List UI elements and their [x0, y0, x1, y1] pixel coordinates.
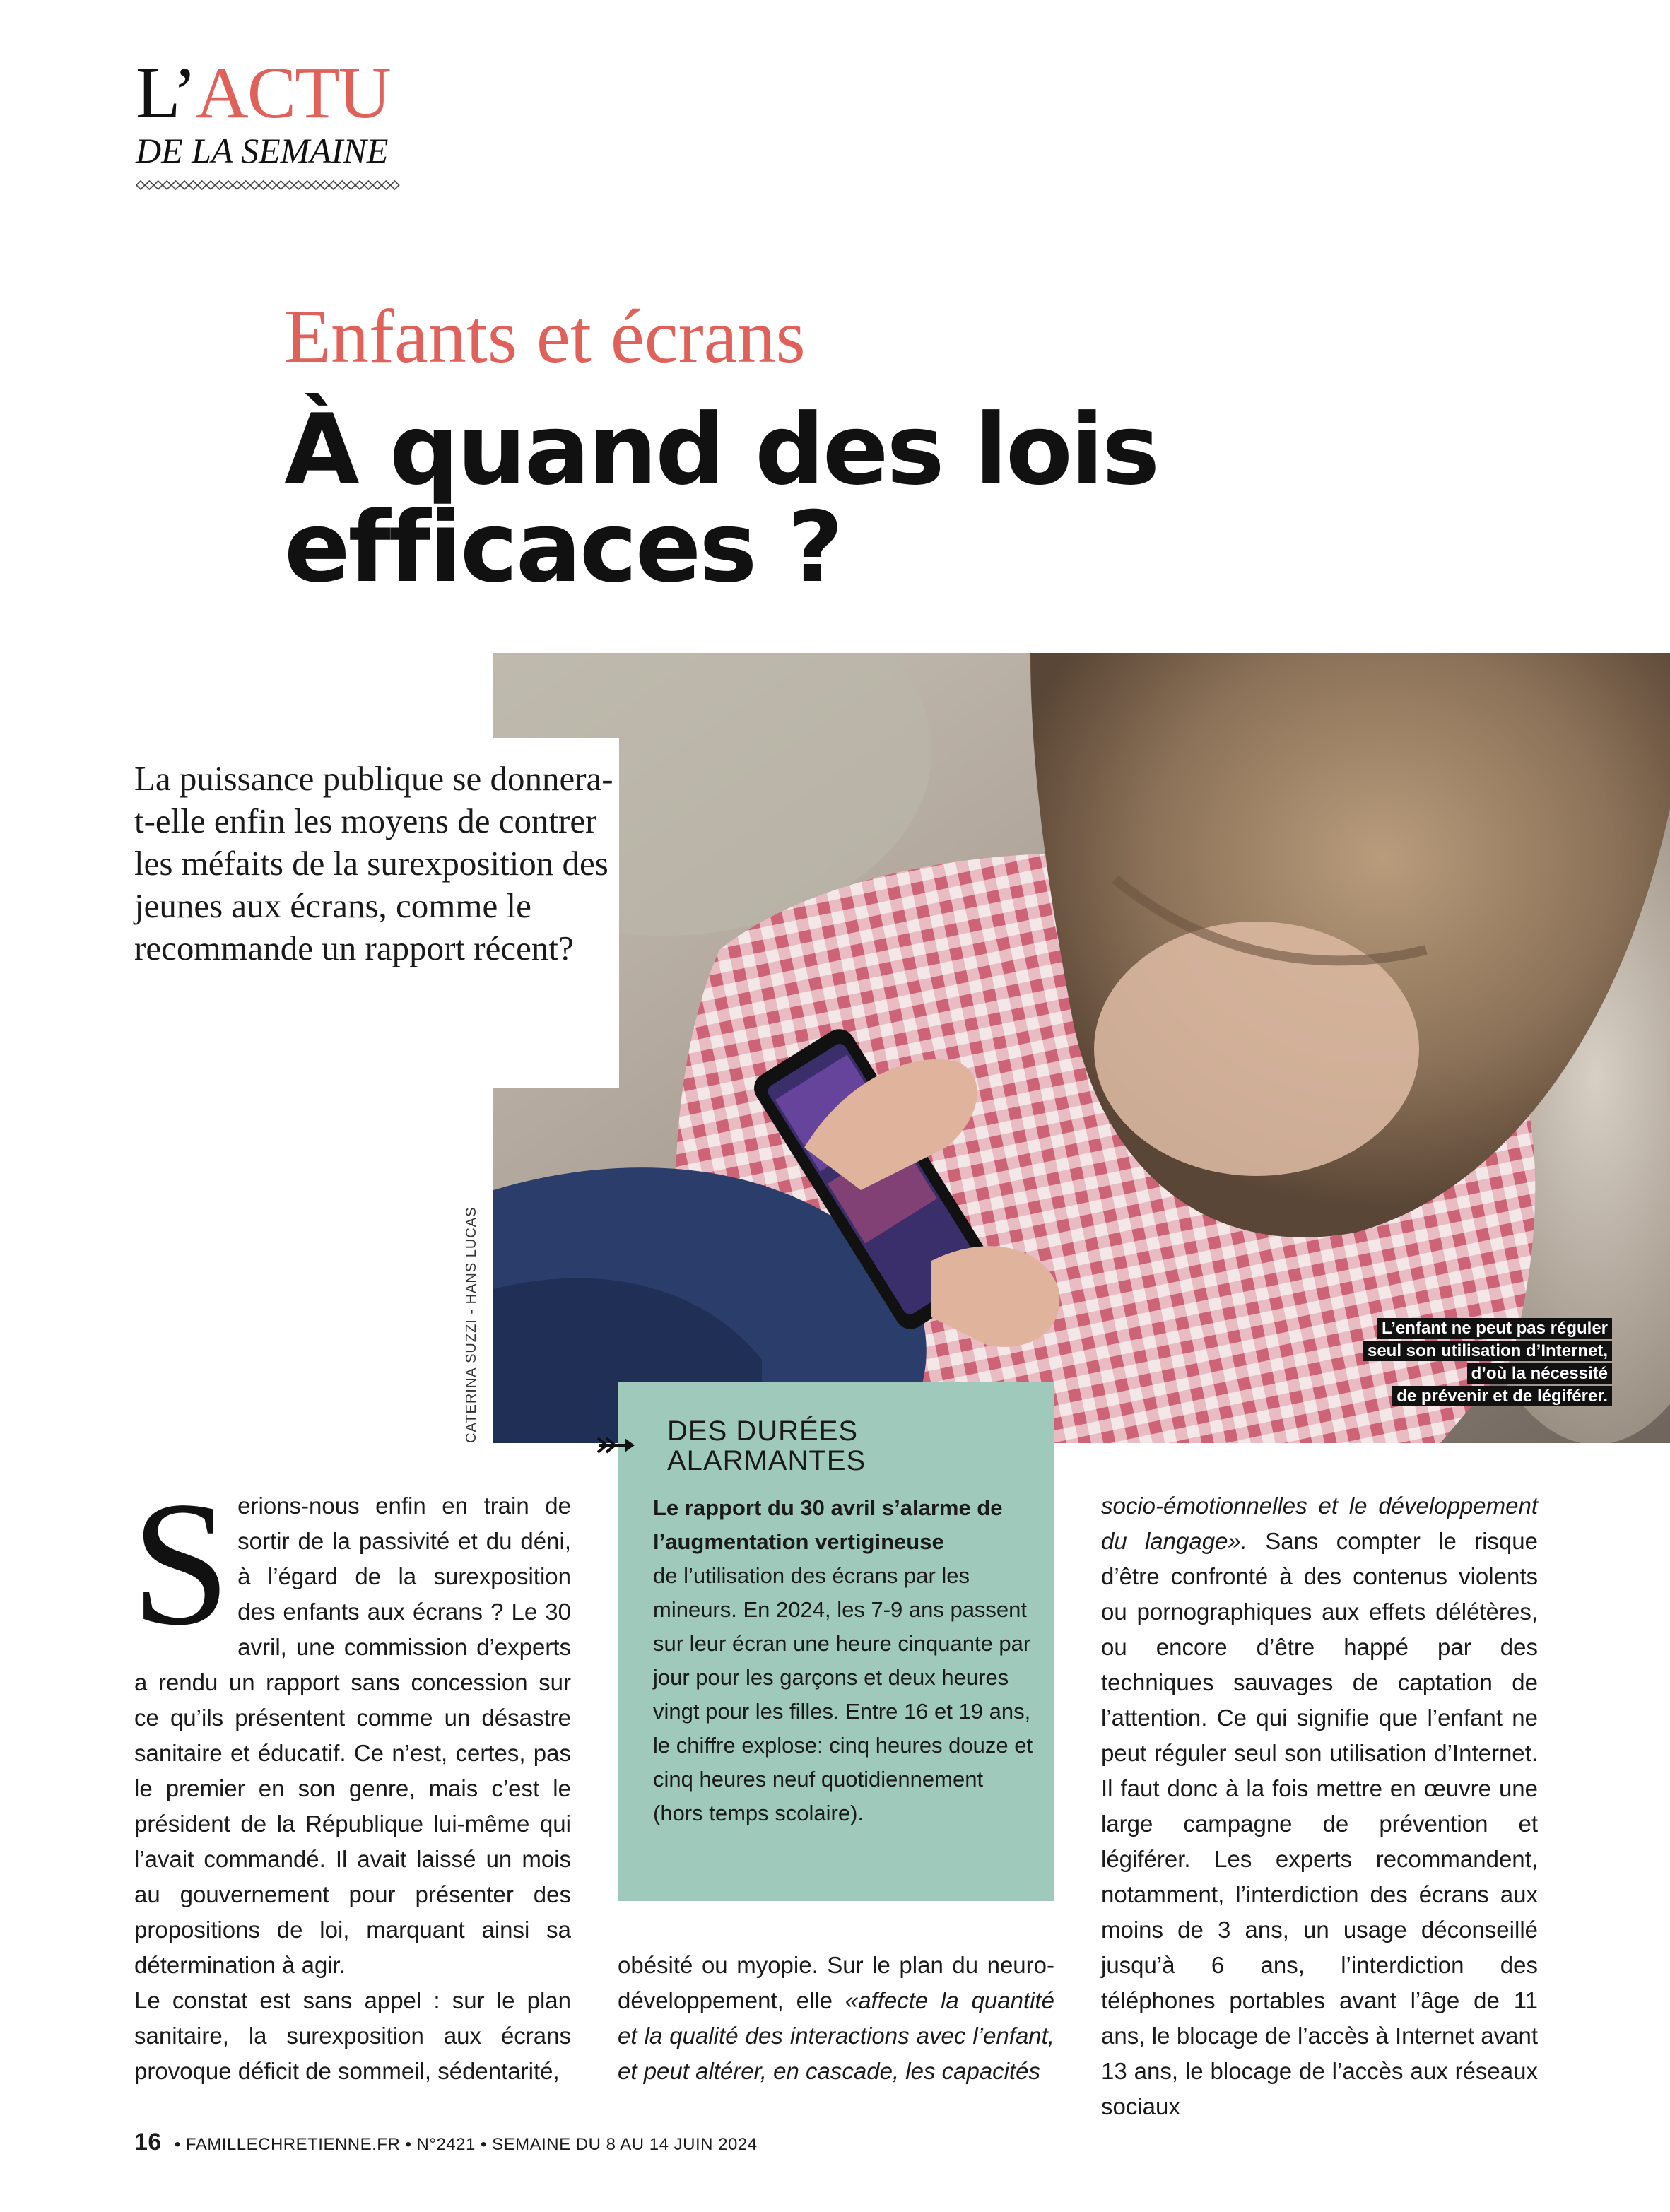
diamond-ornament — [294, 181, 302, 189]
diamond-ornament — [276, 181, 285, 189]
diamond-ornament — [136, 181, 145, 189]
box-lead: Le rapport du 30 avril s’alarme de l’augmentation vertigineuse — [653, 1495, 1003, 1554]
paragraph-text: erions-nous enfin en train de sortir de la passivité et du déni, à l’égard de la surexposition des enfants aux écrans ? Le 30 avril, une commission d’experts a rendu un rapport sans concession sur ce qu’ils présentent comme un désastre sanitaire et éducatif. Ce n’est, certes, pas le premier en son genre, mais c’est le président de la République lui-même qui l’avait commandé. Il avait laissé un mois au gouvernement pour présenter des propositions de loi, marquant ainsi sa détermination à agir. — [134, 1493, 571, 1978]
box-title-line: DES DURÉES — [667, 1416, 859, 1447]
body-paragraph — [1101, 1488, 1538, 2124]
rubric-prefix: L’ — [136, 52, 196, 134]
diamond-ornament — [391, 181, 399, 189]
diamond-ornament — [329, 181, 338, 189]
drop-cap: S — [131, 1464, 231, 1662]
paragraph-text: obésité ou myopie. Sur le plan du neuro-développement, elle — [618, 1952, 1054, 2013]
diamond-ornament — [242, 181, 250, 189]
diamond-ornament — [216, 181, 224, 189]
diamond-ornament — [382, 181, 390, 189]
diamond-ornament — [250, 181, 259, 189]
footer-text: • FAMILLECHRETIENNE.FR • N°2421 • SEMAINE DU 8 AU 14 JUIN 2024 — [174, 2135, 758, 2154]
diamond-ornament — [163, 181, 171, 189]
quote-text: «affecte la quantité et la qualité des interactions avec l’enfant, et peut altérer, en cascade, les capacités — [618, 1987, 1055, 2084]
diamond-ornament — [355, 181, 364, 189]
caption-line: seul son utilisation d’Internet, — [1363, 1341, 1612, 1361]
diamond-ornament — [320, 181, 329, 189]
diamond-ornament — [312, 181, 320, 189]
box-body: de l’utilisation des écrans par les mineurs. En 2024, les 7-9 ans passent sur leur écran une heure cinquante par jour pour les garçons et deux heures vingt pour les filles. Entre 16 et 19 ans, le chiffre explose: cinq heures douze et cinq heures neuf quotidiennement (hors temps scolaire). — [653, 1563, 1033, 1825]
diamond-ornament — [286, 181, 294, 189]
body-paragraph: Le constat est sans appel : sur le plan sanitaire, la surexposition aux écrans provoque déficit de sommeil, sédentarité, — [134, 1987, 571, 2084]
diamond-ornament — [233, 181, 241, 189]
diamond-ornament — [338, 181, 346, 189]
box-title-line: ALARMANTES — [667, 1445, 866, 1476]
double-arrow-icon — [596, 1435, 637, 1456]
article-lead: La puissance publique se donnera-t-elle enfin les moyens de contrer les méfaits de la surexposition des jeunes aux écrans, comme le recommande un rapport récent? — [134, 759, 613, 967]
body-column-1 — [131, 1464, 571, 2089]
rubric-subtitle: DE LA SEMAINE — [136, 131, 389, 170]
caption-line: de prévenir et de légiférer. — [1392, 1386, 1612, 1406]
key-figures-box — [618, 1382, 1054, 1901]
diamond-ornament — [373, 181, 382, 189]
diamond-ornament — [198, 181, 206, 189]
caption-line: L’enfant ne peut pas réguler — [1377, 1318, 1612, 1339]
diamond-ornament — [154, 181, 163, 189]
diamond-ornament — [145, 181, 153, 189]
page-number: 16 — [134, 2129, 162, 2155]
quote-text: socio-émotionnelles et le développement du langage». — [1101, 1493, 1538, 1554]
diamond-ornament — [189, 181, 197, 189]
rubric-accent: ACTU — [195, 52, 390, 134]
diamond-ornament — [268, 181, 276, 189]
diamond-rule-divider — [136, 178, 404, 192]
caption-line: d’où la nécessité — [1467, 1363, 1612, 1384]
diamond-ornament — [364, 181, 372, 189]
article-kicker: Enfants et écrans — [284, 295, 806, 379]
body-paragraph — [131, 1464, 571, 1983]
diamond-ornament — [180, 181, 189, 189]
box-title — [667, 1416, 866, 1476]
section-rubric — [136, 52, 404, 196]
diamond-ornament — [224, 181, 233, 189]
rubric-title — [136, 52, 404, 134]
diamond-ornament — [172, 181, 180, 189]
body-column-2 — [618, 1948, 1054, 2089]
body-column-3 — [1101, 1488, 1538, 2124]
diamond-ornament — [206, 181, 215, 189]
paragraph-text: Sans compter le risque d’être confronté à des contenus violents ou pornographiques aux effets délétères, ou encore d’être happé par des techniques sauvages de captation de l’attention. Ce qui signifie que l’enfant ne peut réguler seul son utilisation d’Internet. Il faut donc à la fois mettre en œuvre une large campagne de prévention et légiférer. Les experts recommandent, notamment, l’interdiction des écrans aux moins de 3 ans, un usage déconseillé jusqu’à 6 ans, l’interdiction des téléphones portables avant l’âge de 11 ans, le blocage de l’accès à Internet avant 13 ans, le blocage de l’accès aux réseaux sociaux — [1101, 1528, 1538, 2119]
article-headline: À quand des lois efficaces ? — [284, 393, 1158, 604]
photo-credit: CATERINA SUZZI - HANS LUCAS — [464, 1206, 479, 1443]
diamond-ornament — [259, 181, 268, 189]
diamond-ornament — [303, 181, 312, 189]
body-paragraph — [618, 1948, 1054, 2089]
page-footer — [134, 2129, 758, 2156]
diamond-ornament — [347, 181, 355, 189]
photo-caption — [1259, 1317, 1612, 1408]
